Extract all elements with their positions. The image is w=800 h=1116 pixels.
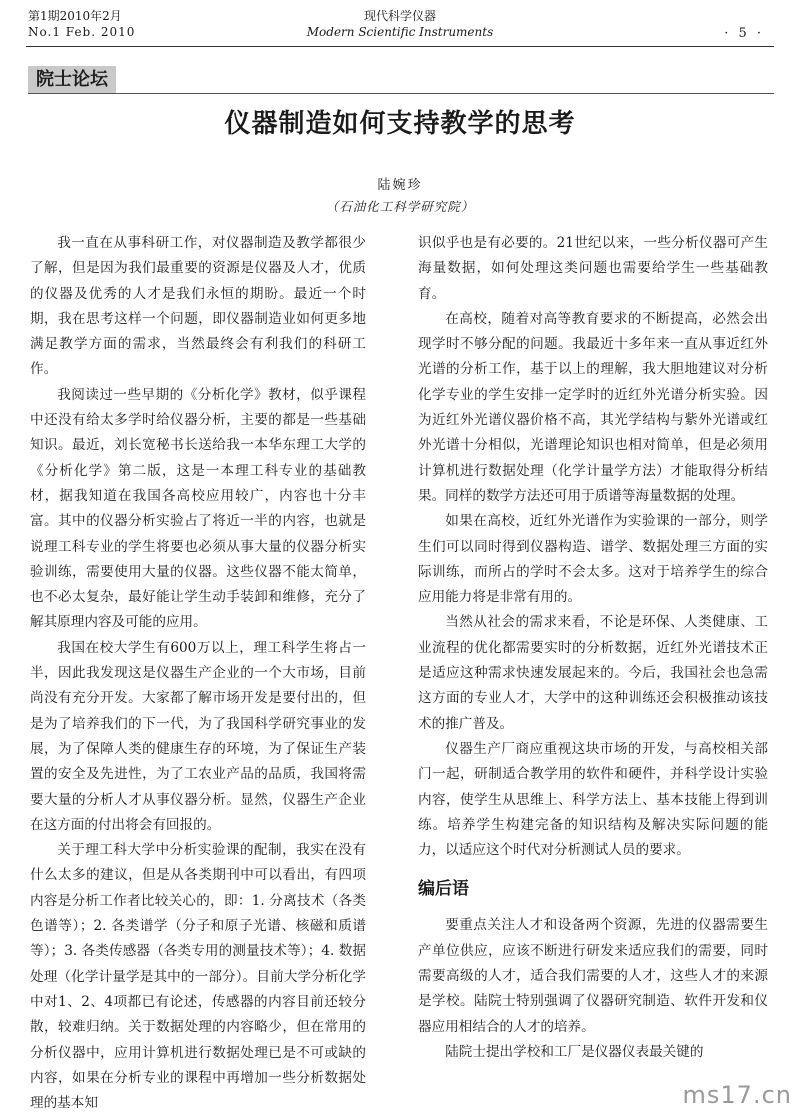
paragraph: 我阅读过一些早期的《分析化学》教材，似乎课程中还没有给太多学时给仪器分析，主要的都是一些基础知识。最近，刘长宽秘书长送给我一本华东理工大学的《分析化学》第二版，这是一本理工科专业的基础教材，据我知道在我国各高校应用较广，内容也十分丰富。其中的仪器分析实验占了将近一半的内容，也就是说理工科专业的学生将要也必须从事大量的仪器分析实验训练，需要使用大量的仪器。这些仪器不能太简单，也不必太复杂，最好能让学生动手装卸和维修，充分了解其原理内容及可能的应用。 (30, 386, 366, 631)
article-affiliation: （石油化工科学研究院） (325, 199, 475, 214)
afterword-heading: 编后语 (418, 879, 469, 900)
article-author: 陆婉珍 (377, 178, 423, 193)
issue-cn: 第1期2010年2月 (28, 9, 122, 23)
paragraph: 在高校，随着对高等教育要求的不断提高，必然会出现学时不够分配的问题。我最近十多年来一直从事近红外光谱的分析工作，基于以上的理解，我大胆地建议对分析化学专业的学生安排一定学时的近红外光谱分析实验。因为近红外光谱仪器价格不高，其光学结构与紫外光谱或红外光谱十分相似，光谱理论知识也相对简单，但是必须用计算机进行数据处理（化学计量学方法）才能取得分析结果。同样的数学方法还可用于质谱等海量数据的处理。 (418, 310, 768, 504)
article-title: 仪器制造如何支持教学的思考 (224, 109, 576, 139)
header-divider (26, 46, 774, 47)
section-divider (28, 93, 774, 94)
paragraph: 仪器生产厂商应重视这块市场的开发，与高校相关部门一起，研制适合教学用的软件和硬件，并科学设计实验内容，使学生从思维上、科学方法上、基本技能上得到训练。培养学生构建完备的知识结构及解决实际问题的能力，以适应这个时代对分析测试人员的要求。 (418, 740, 768, 859)
paragraph: 要重点关注人才和设备两个资源，先进的仪器需要生产单位供应，应该不断进行研发来适应我们的需要，同时需要高级的人才，适合我们需要的人才，这些人才的来源是学校。陆院士特别强调了仪器研究制造、软件开发和仪器应用相结合的人才的培养。 (418, 917, 768, 1035)
paragraph: 当然从社会的需求来看，不论是环保、人类健康、工业流程的优化都需要实时的分析数据，近红外光谱技术正是适应这种需求快速发展起来的。今后，我国社会也急需这方面的专业人才，大学中的这种训练还会积极推动该技术的推广普及。 (418, 614, 768, 732)
paragraph: 我一直在从事科研工作，对仪器制造及教学都很少了解，但是因为我们最重要的资源是仪器及人才，优质的仪器及优秀的人才是我们永恒的期盼。最近一个时期，我在思考这样一个问题，即仪器制造业如何更多地满足教学方面的需求，当然最终会有利我们的科研工作。 (30, 235, 366, 378)
paragraph: 我国在校大学生有600万以上，理工科学生将占一半，因此我发现这是仪器生产企业的一个大市场，目前尚没有充分开发。大家都了解市场开发是要付出的，但是为了培养我们的下一代，为了我国科学研究事业的发展，为了保障人类的健康生存的环境，为了保证生产装置的安全及先进性，为了工农业产品的品质，我国将需要大量的分析人才从事仪器分析。显然，仪器生产企业在这方面的付出将会有回报的。 (30, 639, 366, 833)
issue-en: No.1 Feb. 2010 (28, 25, 136, 39)
left-column (30, 231, 366, 1116)
journal-cn: 现代科学仪器 (363, 9, 436, 23)
paragraph: 识似乎也是有必要的。21世纪以来，一些分析仪器可产生海量数据，如何处理这类问题也需要给学生一些基础教育。 (418, 235, 768, 302)
paragraph: 关于理工科大学中分析实验课的配制，我实在没有什么太多的建议，但是从各类期刊中可以看出，有四项内容是分析工作者比较关心的，即：1. 分离技术（各类色谱等）；2. 各类谱学（分子和原子光谱、核磁和质谱等）；3. 各类传感器（各类专用的测量技术等）；4. 数据处理（化学计量学是其中的一部分）。目前大学分析化学中对1、2、4项都已有论述，传感器的内容目前还较分散，较难归纳。关于数据处理的内容略少，但在常用的分析仪器中，应用计算机进行数据处理已是不可或缺的内容，如果在分析专业的课程中再增加一些分析数据处理的基本知 (30, 842, 366, 1112)
paragraph: 如果在高校，近红外光谱作为实验课的一部分，则学生们可以同时得到仪器构造、谱学、数据处理三方面的实际训练，而所占的学时不会太多。这对于培养学生的综合应用能力将是非常有用的。 (418, 513, 768, 606)
section-tag: 院士论坛 (28, 66, 116, 94)
journal-en: Modern Scientific Instruments (306, 25, 494, 39)
site-watermark: ms17.cn (682, 1081, 792, 1109)
journal-title (0, 8, 800, 40)
paragraph: 陆院士提出学校和工厂是仪器仪表最关键的 (445, 1043, 704, 1060)
page-number: · 5 · (724, 26, 764, 41)
right-column (418, 231, 768, 1065)
